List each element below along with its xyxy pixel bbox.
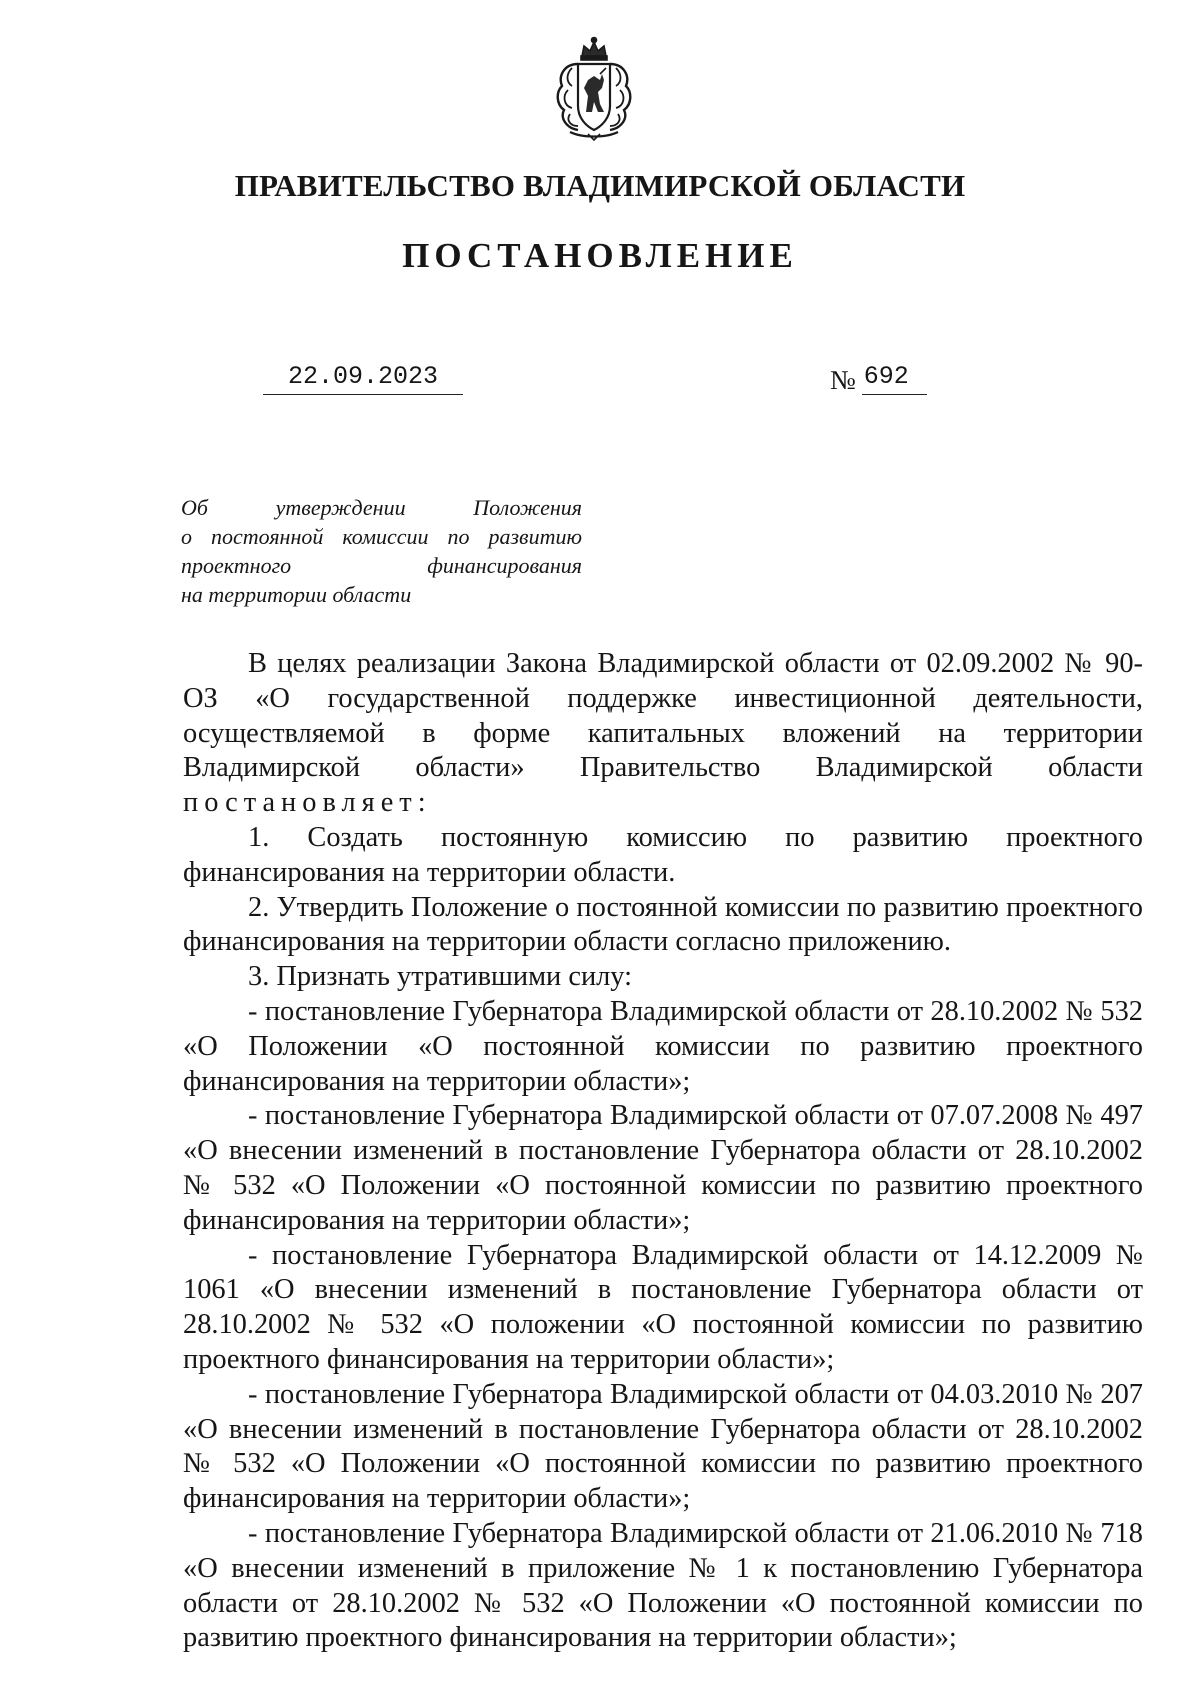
document-subject: [181, 493, 582, 609]
repeal-item: - постановление Губернатора Владимирской области от 21.06.2010 № 718 «О внесении изменений в приложение № 1 к постановлению Губернатора области от 28.10.2002 № 532 «О Положении «О постоянной комиссии по развитию проектного финансирования на территории области»;: [183, 1517, 1143, 1654]
preamble-text: В целях реализации Закона Владимирской области от 02.09.2002 № 90-ОЗ «О государственной поддержке инвестиционной деятельности, осуществляемой в форме капитальных вложений на территории Владимирской области» Правительство Владимирской области: [183, 648, 1143, 784]
coat-of-arms-icon: [548, 34, 640, 142]
preamble-paragraph: [183, 647, 1143, 821]
item-2: 2. Утвердить Положение о постоянной комиссии по развитию проектного финансирования на территории области согласно приложению.: [183, 891, 1143, 958]
repeal-item: - постановление Губернатора Владимирской области от 07.07.2008 № 497 «О внесении изменений в постановление Губернатора области от 28.10.2002 № 532 «О Положении «О постоянной комиссии по развитию проектного финансирования на территории области»;: [183, 1100, 1143, 1236]
organization-title: ПРАВИТЕЛЬСТВО ВЛАДИМИРСКОЙ ОБЛАСТИ: [234, 168, 966, 203]
subject-line: проектного финансирования: [181, 553, 582, 578]
preamble-verb: постановляет:: [183, 787, 432, 819]
document-type-title: ПОСТАНОВЛЕНИЕ: [402, 236, 798, 275]
document-body: [183, 647, 1143, 1656]
document-date: 22.09.2023: [263, 362, 463, 395]
repeal-item: - постановление Губернатора Владимирской области от 28.10.2002 № 532 «О Положении «О постоянной комиссии по развитию проектного финансирования на территории области»;: [183, 995, 1143, 1097]
subject-line: на территории области: [181, 582, 412, 607]
repeal-item: - постановление Губернатора Владимирской области от 04.03.2010 № 207 «О внесении изменений в постановление Губернатора области от 28.10.2002 № 532 «О Положении «О постоянной комиссии по развитию проектного финансирования на территории области»;: [183, 1378, 1143, 1515]
number-value: 692: [862, 362, 927, 395]
number-sign: №: [830, 365, 856, 395]
document-number: [830, 362, 927, 395]
repeal-item: - постановление Губернатора Владимирской области от 14.12.2009 № 1061 «О внесении изменений в постановление Губернатора области от 28.10.2002 № 532 «О положении «О постоянной комиссии по развитию проектного финансирования на территории области»;: [183, 1239, 1143, 1375]
subject-line: Об утверждении Положения: [181, 495, 582, 520]
subject-line: о постоянной комиссии по развитию: [181, 524, 582, 549]
item-3: 3. Признать утратившими силу:: [248, 961, 633, 993]
item-1: 1. Создать постоянную комиссию по развитию проектного финансирования на территории области.: [183, 821, 1143, 888]
